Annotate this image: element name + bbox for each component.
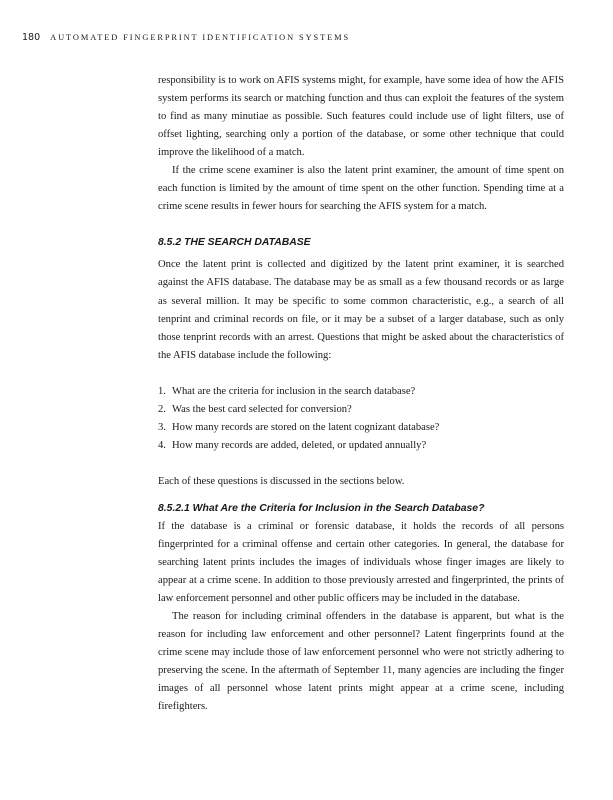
page-body [158,72,564,717]
list-item-number: 1. [158,385,166,397]
list-item-text: Was the best card selected for conversion? [172,403,352,415]
list-item-number: 2. [158,403,166,415]
list-item [158,437,564,455]
question-list [158,383,564,455]
list-item-text: How many records are added, deleted, or updated annually? [172,439,427,451]
paragraph-continued: responsibility is to work on AFIS systems might, for example, have some idea of how the AFIS system performs its search or matching function and thus can exploit the features of the system to find as many minutiae as possible. Such features could include use of light filters, use of offset lighting, searching only a portion of the database, or some other technique that could improve the likelihood of a match. [158,75,564,159]
section-heading-8-5-2-1: 8.5.2.1 What Are the Criteria for Inclusion in the Search Database? [158,502,485,514]
paragraph-law-enforcement: The reason for including criminal offenders in the database is apparent, but what is the reason for including law enforcement and other personnel? Latent fingerprints found at the crime scene may include those of law enforcement personnel who were not strictly adhering to preserving the scene. In the aftermath of September 11, many agencies are including the finger images of all personnel whose latent prints might appear at a crime scene, including firefighters. [158,611,564,713]
paragraph-crime-scene: If the crime scene examiner is also the latent print examiner, the amount of time spent on each function is limited by the amount of time spent on the other function. Spending time at a crime scene results in fewer hours for searching the AFIS system for a match. [158,165,564,213]
page-number: 180 [22,31,41,43]
paragraph-criminal-database: If the database is a criminal or forensic database, it holds the records of all persons fingerprinted for a criminal offense and certain other categories. In general, the database for searching latent prints includes the images of individuals whose finger images are likely to appear at a crime scene. In addition to those previously arrested and fingerprinted, the prints of law enforcement personnel and other public officers may be included in the database. [158,520,564,605]
list-item-text: How many records are stored on the latent cognizant database? [172,421,440,433]
section-heading-8-5-2: 8.5.2 THE SEARCH DATABASE [158,237,311,249]
list-item-text: What are the criteria for inclusion in the search database? [172,385,416,397]
paragraph-sections-below: Each of these questions is discussed in the sections below. [158,475,405,487]
list-item-number: 3. [158,421,166,433]
list-item [158,383,564,401]
page-header [22,30,582,44]
list-item [158,401,564,419]
running-head: AUTOMATED FINGERPRINT IDENTIFICATION SYSTEMS [50,32,351,42]
list-item [158,419,564,437]
list-item-number: 4. [158,439,166,451]
paragraph-search-database-intro: Once the latent print is collected and digitized by the latent print examiner, it is searched against the AFIS database. The database may be as small as a few thousand records or as large as several million. It may be specific to some common characteristic, e.g., a search of all tenprint and criminal records on file, or it may be a subset of a larger database, such as only those tenprint records with an arrest. Questions that might be asked about the characteristics of the AFIS database include the following: [158,259,564,361]
